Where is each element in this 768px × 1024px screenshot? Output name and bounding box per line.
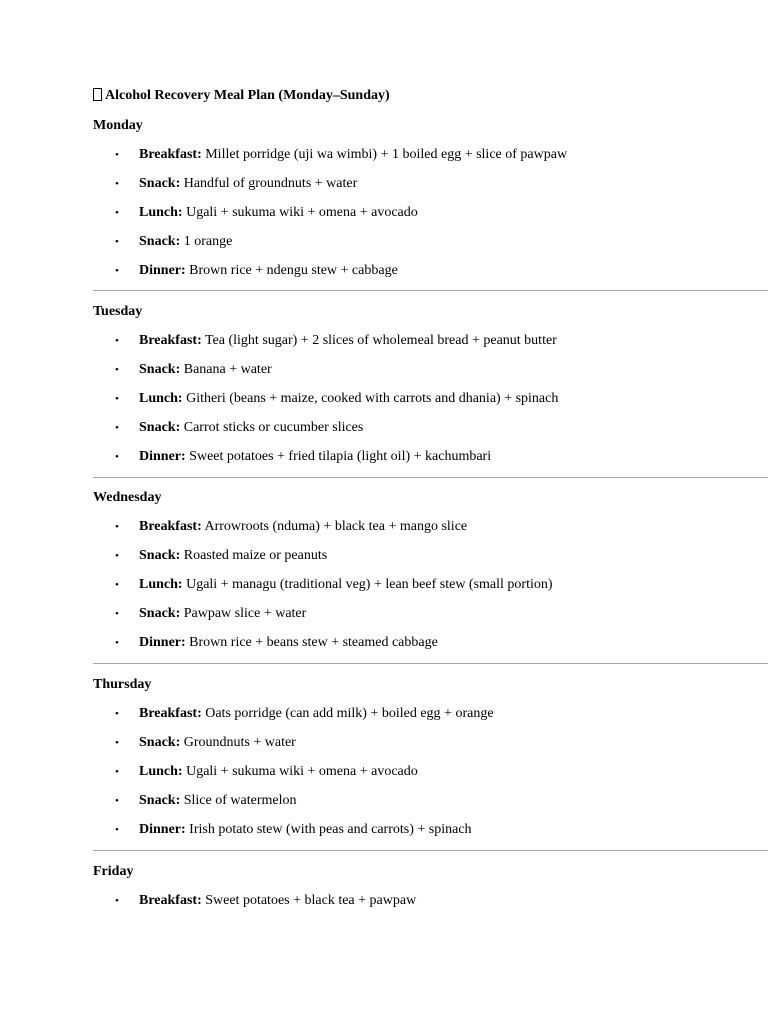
- meal-description: Sweet potatoes + fried tilapia (light oil) + kachumbari: [185, 449, 492, 464]
- meal-description: Slice of watermelon: [180, 793, 297, 808]
- meal-entry: [139, 792, 296, 810]
- bullet-icon: •: [115, 766, 119, 778]
- section-divider: [93, 663, 768, 664]
- meal-description: Pawpaw slice + water: [180, 606, 307, 621]
- meal-description: Banana + water: [180, 362, 272, 377]
- bullet-icon: •: [115, 236, 119, 248]
- list-item: [0, 332, 768, 350]
- list-item: [0, 204, 768, 222]
- meal-description: Sweet potatoes + black tea + pawpaw: [201, 893, 417, 908]
- missing-glyph-icon: [93, 88, 102, 101]
- meal-label: Snack:: [139, 176, 181, 191]
- bullet-icon: •: [115, 708, 119, 720]
- day-heading: Tuesday: [93, 304, 143, 319]
- list-item: [0, 547, 768, 565]
- bullet-icon: •: [115, 335, 119, 347]
- meal-label: Lunch:: [139, 391, 183, 406]
- meal-label: Breakfast:: [139, 706, 202, 721]
- list-item: [0, 518, 768, 536]
- bullet-icon: •: [115, 393, 119, 405]
- meal-label: Snack:: [139, 420, 181, 435]
- meal-entry: [139, 390, 558, 408]
- section-divider: [93, 850, 768, 851]
- meal-entry: [139, 705, 494, 723]
- list-item: [0, 146, 768, 164]
- bullet-icon: •: [115, 207, 119, 219]
- list-item: [0, 233, 768, 251]
- meal-label: Snack:: [139, 234, 181, 249]
- meal-entry: [139, 634, 438, 652]
- meal-entry: [139, 204, 418, 222]
- list-item: [0, 605, 768, 623]
- bullet-icon: •: [115, 149, 119, 161]
- meal-description: Brown rice + beans stew + steamed cabbage: [185, 635, 438, 650]
- list-item: [0, 262, 768, 280]
- bullet-icon: •: [115, 422, 119, 434]
- bullet-icon: •: [115, 737, 119, 749]
- meal-label: Snack:: [139, 548, 181, 563]
- section-divider: [93, 290, 768, 291]
- meal-description: Brown rice + ndengu stew + cabbage: [185, 263, 398, 278]
- bullet-icon: •: [115, 795, 119, 807]
- meal-entry: [139, 419, 363, 437]
- meal-entry: [139, 448, 491, 466]
- meal-label: Snack:: [139, 362, 181, 377]
- meal-entry: [139, 175, 357, 193]
- meal-description: Oats porridge (can add milk) + boiled egg + orange: [201, 706, 494, 721]
- list-item: [0, 705, 768, 723]
- bullet-icon: •: [115, 824, 119, 836]
- meal-label: Snack:: [139, 735, 181, 750]
- list-item: [0, 792, 768, 810]
- list-item: [0, 763, 768, 781]
- list-item: [0, 892, 768, 910]
- bullet-icon: •: [115, 178, 119, 190]
- meal-label: Lunch:: [139, 205, 183, 220]
- meal-description: Carrot sticks or cucumber slices: [180, 420, 364, 435]
- bullet-icon: •: [115, 579, 119, 591]
- meal-label: Breakfast:: [139, 893, 202, 908]
- list-item: [0, 576, 768, 594]
- meal-label: Lunch:: [139, 764, 183, 779]
- meal-label: Snack:: [139, 606, 181, 621]
- meal-description: Githeri (beans + maize, cooked with carrots and dhania) + spinach: [182, 391, 559, 406]
- meal-label: Breakfast:: [139, 147, 202, 162]
- list-item: [0, 361, 768, 379]
- meal-entry: [139, 233, 232, 251]
- list-item: [0, 175, 768, 193]
- meal-entry: [139, 146, 567, 164]
- meal-description: Groundnuts + water: [180, 735, 296, 750]
- meal-description: Ugali + sukuma wiki + omena + avocado: [182, 205, 418, 220]
- meal-description: Millet porridge (uji wa wimbi) + 1 boiled egg + slice of pawpaw: [201, 147, 568, 162]
- meal-entry: [139, 518, 467, 536]
- bullet-icon: •: [115, 608, 119, 620]
- meal-label: Breakfast:: [139, 519, 202, 534]
- meal-description: 1 orange: [180, 234, 233, 249]
- meal-label: Dinner:: [139, 635, 186, 650]
- document-title-text: Alcohol Recovery Meal Plan (Monday–Sunday): [105, 88, 390, 103]
- meal-entry: [139, 262, 398, 280]
- bullet-icon: •: [115, 265, 119, 277]
- meal-entry: [139, 763, 418, 781]
- bullet-icon: •: [115, 550, 119, 562]
- meal-description: Arrowroots (nduma) + black tea + mango slice: [201, 519, 468, 534]
- list-item: [0, 390, 768, 408]
- meal-description: Handful of groundnuts + water: [180, 176, 358, 191]
- meal-entry: [139, 332, 557, 350]
- meal-entry: [139, 361, 272, 379]
- bullet-icon: •: [115, 895, 119, 907]
- meal-description: Tea (light sugar) + 2 slices of wholemeal bread + peanut butter: [201, 333, 557, 348]
- bullet-icon: •: [115, 364, 119, 376]
- day-heading: Thursday: [93, 677, 152, 692]
- bullet-icon: •: [115, 521, 119, 533]
- meal-label: Lunch:: [139, 577, 183, 592]
- meal-entry: [139, 892, 416, 910]
- meal-description: Irish potato stew (with peas and carrots) + spinach: [185, 822, 472, 837]
- day-heading: Friday: [93, 864, 134, 879]
- list-item: [0, 448, 768, 466]
- meal-label: Dinner:: [139, 449, 186, 464]
- meal-entry: [139, 605, 306, 623]
- list-item: [0, 734, 768, 752]
- meal-label: Dinner:: [139, 822, 186, 837]
- day-heading: Monday: [93, 118, 143, 133]
- meal-entry: [139, 547, 327, 565]
- list-item: [0, 821, 768, 839]
- document-title: [93, 87, 390, 105]
- meal-entry: [139, 576, 553, 594]
- bullet-icon: •: [115, 451, 119, 463]
- meal-label: Breakfast:: [139, 333, 202, 348]
- meal-entry: [139, 821, 472, 839]
- day-heading: Wednesday: [93, 490, 162, 505]
- meal-label: Dinner:: [139, 263, 186, 278]
- meal-description: Ugali + managu (traditional veg) + lean beef stew (small portion): [182, 577, 553, 592]
- list-item: [0, 419, 768, 437]
- meal-description: Roasted maize or peanuts: [180, 548, 328, 563]
- meal-entry: [139, 734, 296, 752]
- bullet-icon: •: [115, 637, 119, 649]
- meal-description: Ugali + sukuma wiki + omena + avocado: [182, 764, 418, 779]
- section-divider: [93, 477, 768, 478]
- meal-label: Snack:: [139, 793, 181, 808]
- list-item: [0, 634, 768, 652]
